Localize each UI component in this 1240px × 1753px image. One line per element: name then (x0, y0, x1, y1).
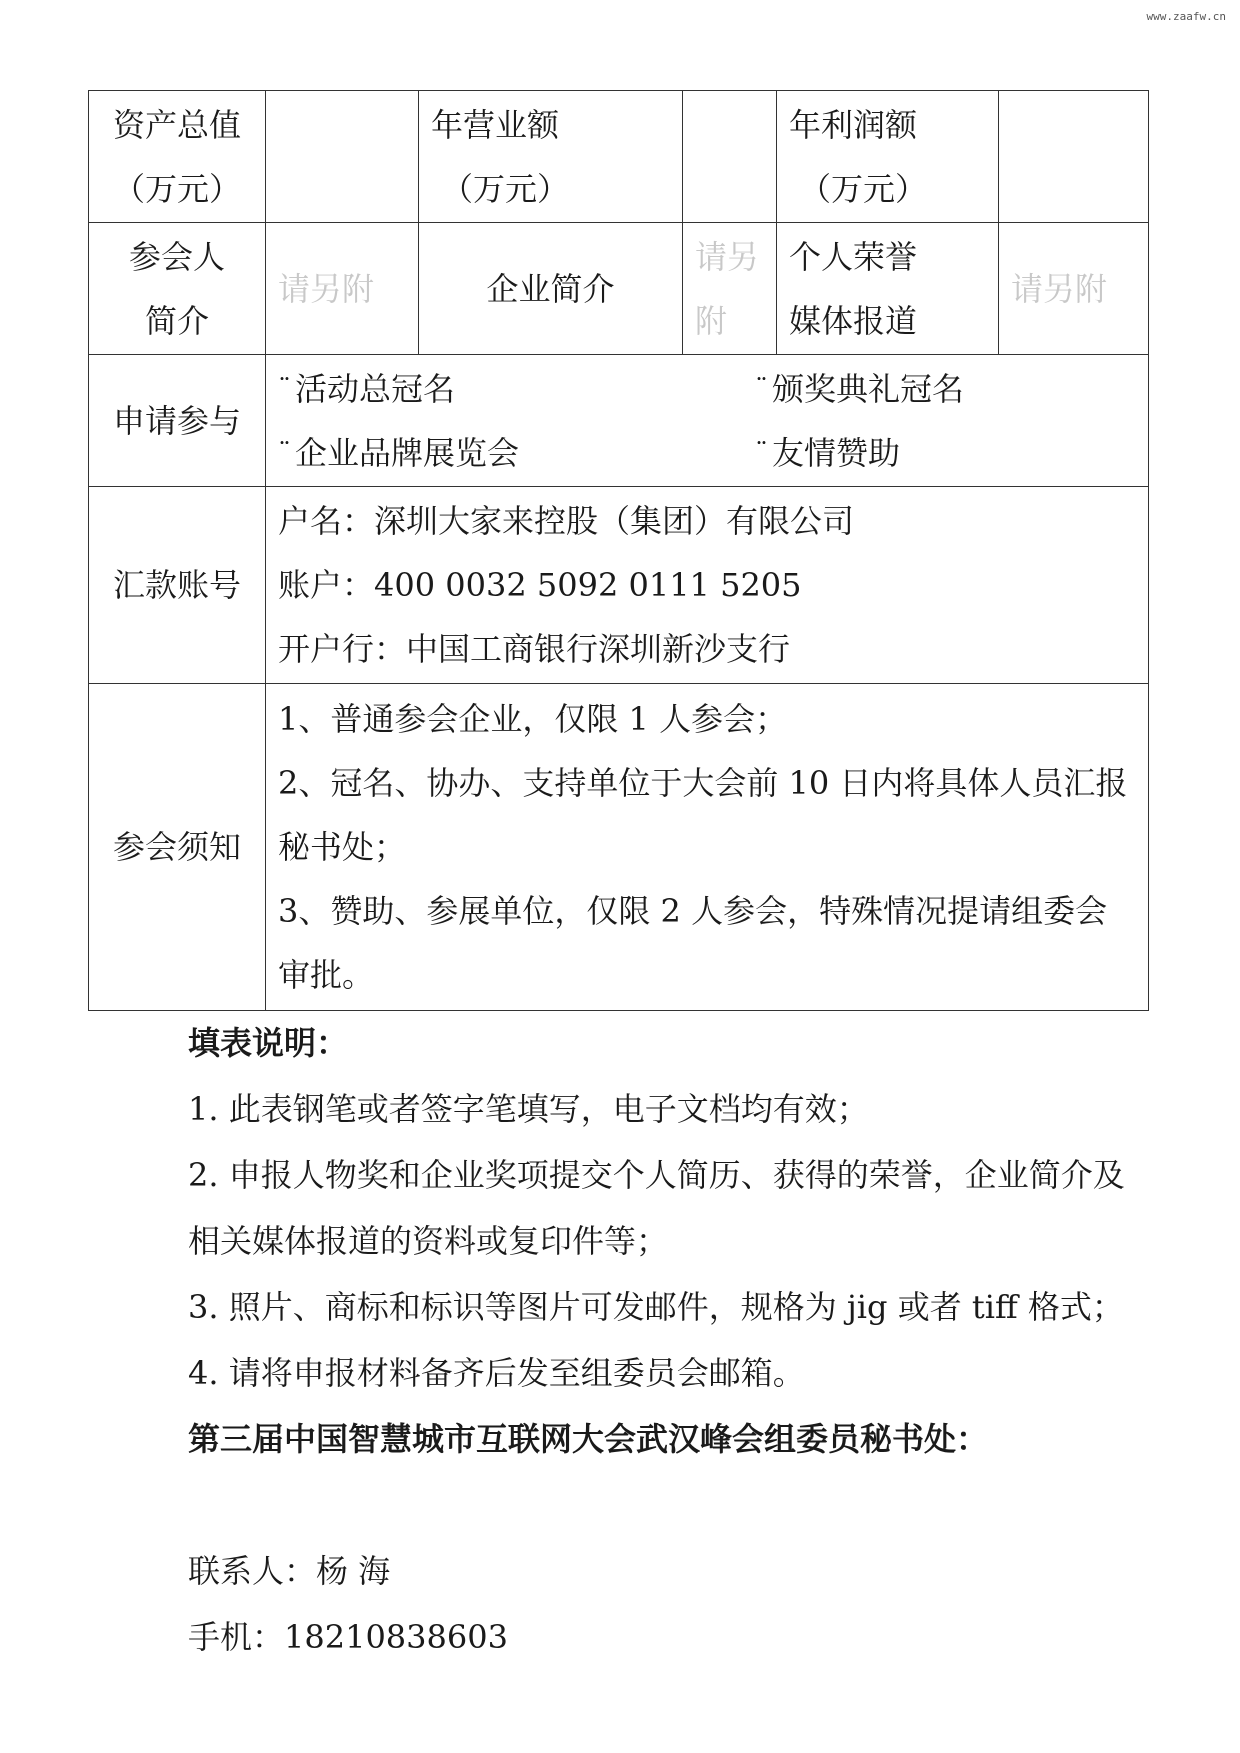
company-profile-label: 企业简介 (419, 223, 683, 355)
honor-media-note[interactable]: 请另附 (999, 223, 1149, 355)
option-brand-exhibition[interactable]: ¨ 企业品牌展览会 (278, 433, 520, 472)
row-notice (89, 684, 1149, 1011)
asset-label: 资产总值 （万元） (89, 91, 266, 223)
revenue-label: 年营业额 （万元） (419, 91, 683, 223)
contact-phone: 手机：18210838603 (188, 1618, 508, 1656)
instruction-item: 2. 申报人物奖和企业奖项提交个人简历、获得的荣誉，企业简介及相关媒体报道的资料或复印件等； (188, 1156, 1125, 1260)
checkbox-icon[interactable]: ¨ (278, 437, 291, 468)
asset-value-cell[interactable] (266, 91, 419, 223)
revenue-value-cell[interactable] (683, 91, 777, 223)
checkbox-icon[interactable]: ¨ (278, 373, 291, 404)
checkbox-icon[interactable]: ¨ (755, 437, 768, 468)
option-award-ceremony-sponsor[interactable]: ¨ 颁奖典礼冠名 (755, 369, 965, 408)
honor-media-label: 个人荣誉 媒体报道 (777, 223, 999, 355)
participation-options (266, 355, 1149, 487)
option-friendly-sponsor[interactable]: ¨ 友情赞助 (755, 433, 901, 472)
instruction-item: 1. 此表钢笔或者签字笔填写，电子文档均有效； (188, 1090, 869, 1128)
bank-account-details (266, 487, 1149, 684)
notice-label: 参会须知 (89, 684, 266, 1011)
profit-value-cell[interactable] (999, 91, 1149, 223)
instruction-item: 4. 请将申报材料备齐后发至组委员会邮箱。 (188, 1354, 805, 1392)
organizer-name: 第三届中国智慧城市互联网大会武汉峰会组委员秘书处： (188, 1420, 989, 1458)
notice-details (266, 684, 1149, 1011)
notice-item: 1、普通参会企业，仅限 1 人参会； (278, 700, 788, 738)
watermark-text: www.zaafw.cn (1146, 10, 1226, 23)
row-finance (89, 91, 1149, 223)
instructions-title: 填表说明： (188, 1024, 349, 1062)
checkbox-icon[interactable]: ¨ (755, 373, 768, 404)
row-profiles (89, 223, 1149, 355)
option-title-sponsor[interactable]: ¨ 活动总冠名 (278, 369, 456, 408)
participation-label: 申请参与 (89, 355, 266, 487)
notice-item: 3、赞助、参展单位，仅限 2 人参会，特殊情况提请组委会审批。 (278, 892, 1108, 994)
notice-item: 2、冠名、协办、支持单位于大会前 10 日内将具体人员汇报秘书处； (278, 764, 1128, 866)
filling-instructions (188, 1010, 1148, 1670)
account-number: 账户：400 0032 5092 0111 5205 (278, 566, 802, 604)
profit-label: 年利润额 （万元） (777, 91, 999, 223)
contact-person: 联系人：杨 海 (188, 1552, 391, 1590)
attendee-profile-note[interactable]: 请另附 (266, 223, 419, 355)
registration-form-table (88, 90, 1149, 1011)
bank-account-label: 汇款账号 (89, 487, 266, 684)
row-bank-account (89, 487, 1149, 684)
instruction-item: 3. 照片、商标和标识等图片可发邮件，规格为 jig 或者 tiff 格式； (188, 1288, 1124, 1326)
company-profile-note[interactable]: 请另 附 (683, 223, 777, 355)
account-bank: 开户行：中国工商银行深圳新沙支行 (278, 630, 791, 668)
account-name: 户名：深圳大家来控股（集团）有限公司 (278, 502, 855, 540)
attendee-profile-label: 参会人 简介 (89, 223, 266, 355)
row-participation (89, 355, 1149, 487)
